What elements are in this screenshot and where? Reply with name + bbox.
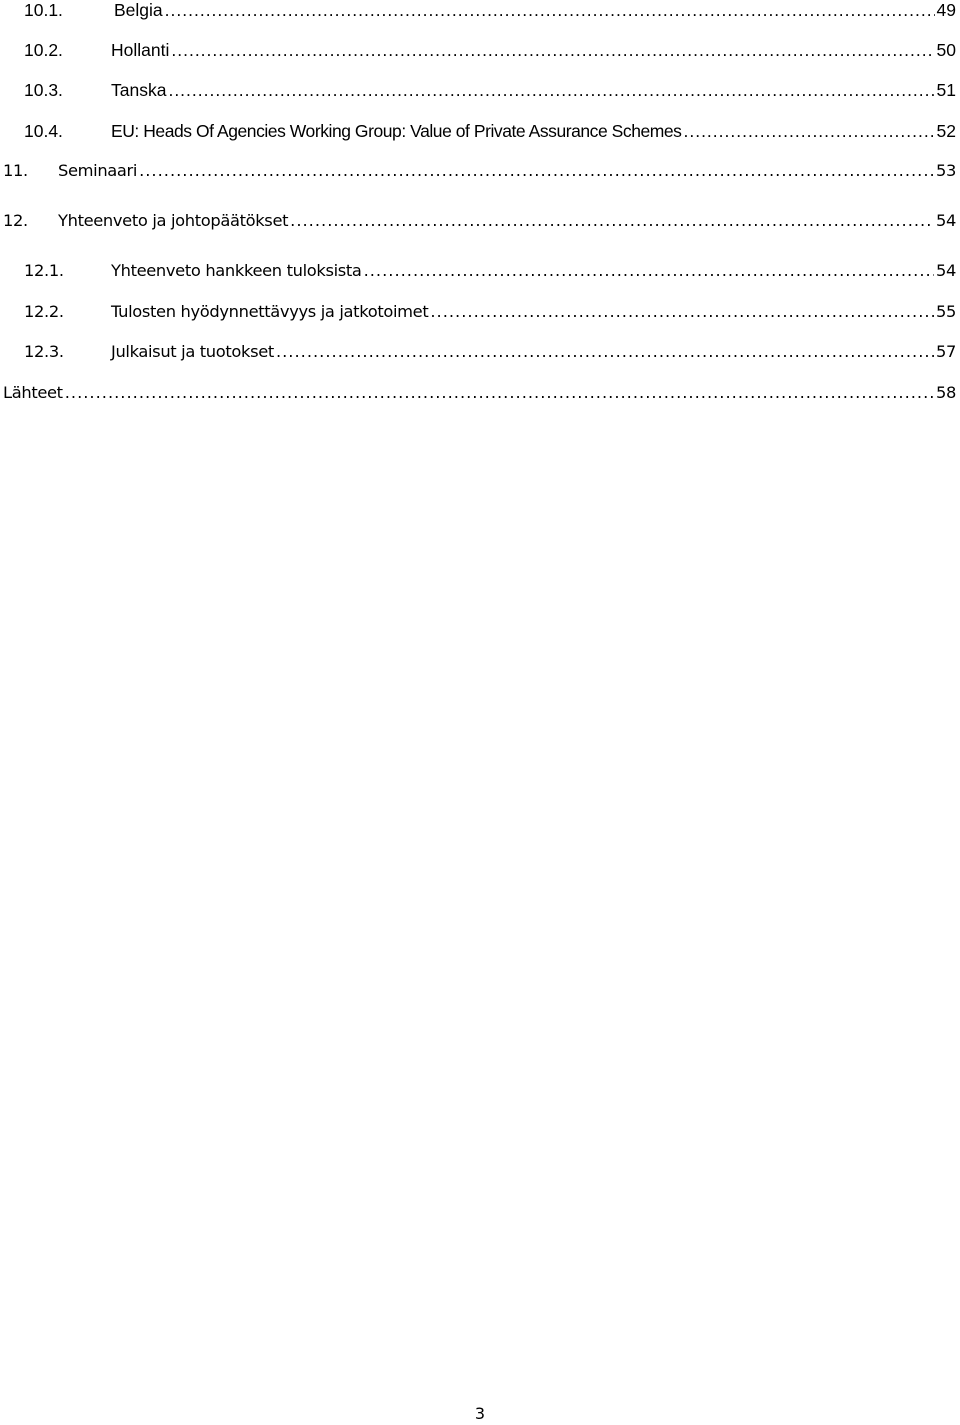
toc-entry-title: Tanska — [111, 80, 167, 100]
toc-entry-title: Lähteet — [3, 383, 63, 402]
toc-entry-10-4[interactable] — [0, 118, 960, 144]
toc-entry-page: 51 — [936, 80, 956, 100]
toc-entry-10-3[interactable] — [0, 77, 960, 103]
toc-entry-number: 12.2. — [24, 302, 64, 321]
toc-entry-number: 10.1. — [24, 0, 63, 20]
toc-dot-leader — [276, 339, 934, 365]
toc-dot-leader — [65, 380, 934, 406]
toc-dot-leader — [171, 37, 934, 63]
toc-entry-page: 55 — [935, 302, 956, 321]
toc-entry-title: Hollanti — [111, 40, 170, 60]
toc-entry-title: Seminaari — [58, 161, 138, 180]
toc-entry-number: 10.2. — [24, 40, 63, 60]
toc-dot-leader — [430, 299, 934, 325]
toc-entry-lahteet[interactable] — [0, 380, 960, 406]
toc-entry-11[interactable] — [0, 158, 960, 184]
toc-entry-title: Yhteenveto ja johtopäätökset — [58, 211, 289, 230]
toc-entry-title: EU: Heads Of Agencies Working Group: Value of Private Assurance Schemes — [111, 121, 682, 141]
toc-entry-10-1[interactable] — [0, 0, 960, 23]
toc-entry-title: Julkaisut ja tuotokset — [111, 342, 274, 361]
toc-entry-title: Yhteenveto hankkeen tuloksista — [111, 261, 362, 280]
toc-entry-page: 50 — [936, 40, 956, 60]
toc-dot-leader — [290, 208, 934, 234]
toc-dot-leader — [139, 158, 934, 184]
toc-entry-title: Tulosten hyödynnettävyys ja jatkotoimet — [111, 302, 429, 321]
toc-dot-leader — [165, 0, 935, 23]
toc-entry-page: 54 — [935, 211, 956, 230]
toc-entry-12[interactable] — [0, 208, 960, 234]
toc-entry-page: 53 — [935, 161, 956, 180]
toc-entry-page: 58 — [935, 383, 956, 402]
toc-entry-page: 57 — [935, 342, 956, 361]
toc-entry-title: Belgia — [114, 0, 163, 20]
toc-entry-page: 52 — [936, 121, 956, 141]
toc-entry-page: 49 — [936, 0, 956, 20]
toc-entry-12-2[interactable] — [0, 299, 960, 325]
toc-entry-page: 54 — [935, 261, 956, 280]
toc-dot-leader — [168, 77, 934, 103]
toc-entry-number: 10.4. — [24, 121, 63, 141]
toc-entry-12-3[interactable] — [0, 339, 960, 365]
toc-dot-leader — [683, 118, 934, 144]
toc-entry-number: 12.3. — [24, 342, 64, 361]
toc-entry-number: 12. — [3, 211, 28, 230]
toc-dot-leader — [364, 258, 934, 284]
toc-entry-number: 10.3. — [24, 80, 63, 100]
toc-entry-10-2[interactable] — [0, 37, 960, 63]
toc-entry-number: 12.1. — [24, 261, 64, 280]
toc-entry-12-1[interactable] — [0, 258, 960, 284]
toc-entry-number: 11. — [3, 161, 28, 180]
page-number: 3 — [474, 1404, 486, 1423]
